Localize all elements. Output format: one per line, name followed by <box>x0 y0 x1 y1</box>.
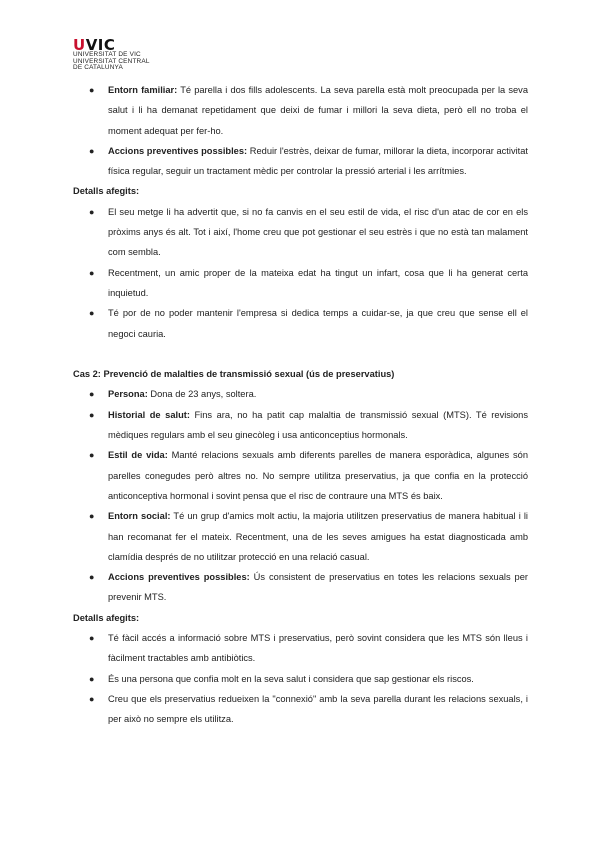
item-text: El seu metge li ha advertit que, si no fa canvis en el seu estil de vida, el risc d'un atac de cor en els pròxims anys és alt. Tot i així, l'home creu que pot gestionar el seu estrès i que no està tan malament com sembla. <box>108 206 528 258</box>
item-text: Creu que els preservatius redueixen la "connexió" amb la seva parella durant les relacions sexuals, i per això no sempre els utilitza. <box>108 693 528 725</box>
item-label: Estil de vida: <box>108 450 168 461</box>
item-label: Accions preventives possibles: <box>108 145 248 156</box>
list-item <box>73 263 528 304</box>
list-item <box>73 689 528 730</box>
bullet-icon: ● <box>89 572 95 583</box>
item-text: Ús consistent de preservatius en totes les relacions sexuals per prevenir MTS. <box>108 572 528 603</box>
item-text: Té por de no poder mantenir l'empresa si dedica temps a cuidar-se, ja que creu que sense ell el negoci cauria. <box>108 308 528 339</box>
item-text: Manté relacions sexuals amb diferents parelles de manera esporàdica, algunes són parelles conegudes però altres no. No sempre utilitza preservatius, ja que confia en la protecció anticonceptiva hormonal i sovint pensa que el risc de contraure una MTS és baix. <box>108 450 528 501</box>
item-label: Accions preventives possibles: <box>108 572 250 583</box>
item-text: Té fàcil accés a informació sobre MTS i preservatius, però sovint considera que les MTS són lleus i fàcilment tractables amb antibiòtics. <box>108 633 528 664</box>
bullet-icon: ● <box>89 673 95 684</box>
item-text: Té parella i dos fills adolescents. La seva parella està molt preocupada per la seva salut i li ha demanat repetidament que deixi de fumar i millori la seva dieta, però ell no troba el moment adequat per fer-ho. <box>108 85 529 136</box>
item-text: Dona de 23 anys, soltera. <box>147 389 257 400</box>
list-item <box>73 202 528 263</box>
bullet-icon: ● <box>89 389 95 400</box>
bullet-icon: ● <box>89 409 95 420</box>
list-item <box>73 384 528 404</box>
bullet-icon: ● <box>89 511 95 522</box>
list-item <box>73 303 528 344</box>
logo-line: UNIVERSITAT CENTRAL <box>73 57 150 65</box>
list-item <box>73 628 528 669</box>
details-heading: Detalls afegits: <box>73 612 140 623</box>
item-text: Té un grup d'amics molt actiu, la majoria utilitzen preservatius de manera habitual i li han recomanat fer el mateix. Recentment, una de les seves amigues ha estat diagnosticada amb clamídia després de no utilitzar protecció en una relació casual. <box>108 511 528 562</box>
bullet-icon: ● <box>89 693 95 704</box>
bullet-icon: ● <box>89 450 95 461</box>
item-label: Entorn social: <box>108 511 171 522</box>
item-label: Entorn familiar: <box>108 85 178 95</box>
list-item <box>73 669 528 689</box>
item-text: Fins ara, no ha patit cap malaltia de transmissió sexual (MTS). Té revisions mèdiques regulars amb el seu ginecòleg i usa anticonceptius hormonals. <box>108 409 528 441</box>
logo-line: DE CATALUNYA <box>73 64 123 72</box>
case-title: Cas 2: Prevenció de malalties de transmissió sexual (ús de preservatius) <box>73 369 395 380</box>
item-text: Recentment, un amic proper de la mateixa edat ha tingut un infart, cosa que li ha generat certa inquietud. <box>108 267 528 298</box>
list-item <box>73 445 528 506</box>
bullet-icon: ● <box>89 308 95 319</box>
item-label: Persona: <box>108 389 148 400</box>
document-body <box>73 80 528 730</box>
details-heading: Detalls afegits: <box>73 186 140 197</box>
item-text: És una persona que confia molt en la seva salut i considera que sap gestionar els riscos. <box>108 673 474 684</box>
logo-line: UNIVERSITAT DE VIC <box>73 51 141 58</box>
bullet-icon: ● <box>89 633 95 644</box>
item-text: Reduir l'estrès, deixar de fumar, millorar la dieta, incorporar activitat física regular, seguir un tractament mèdic per controlar la pressió arterial i les arrítmies. <box>108 145 529 177</box>
list-item <box>73 141 528 182</box>
bullet-icon: ● <box>89 206 95 217</box>
list-item <box>73 567 528 608</box>
list-item <box>73 405 528 446</box>
bullet-icon: ● <box>89 267 95 278</box>
logo-wordmark: UVIC <box>73 36 116 54</box>
item-label: Historial de salut: <box>108 409 190 420</box>
list-item <box>73 506 528 567</box>
list-item <box>73 80 528 141</box>
bullet-icon: ● <box>89 145 95 156</box>
bullet-icon: ● <box>89 85 95 95</box>
uvic-logo <box>73 38 150 72</box>
